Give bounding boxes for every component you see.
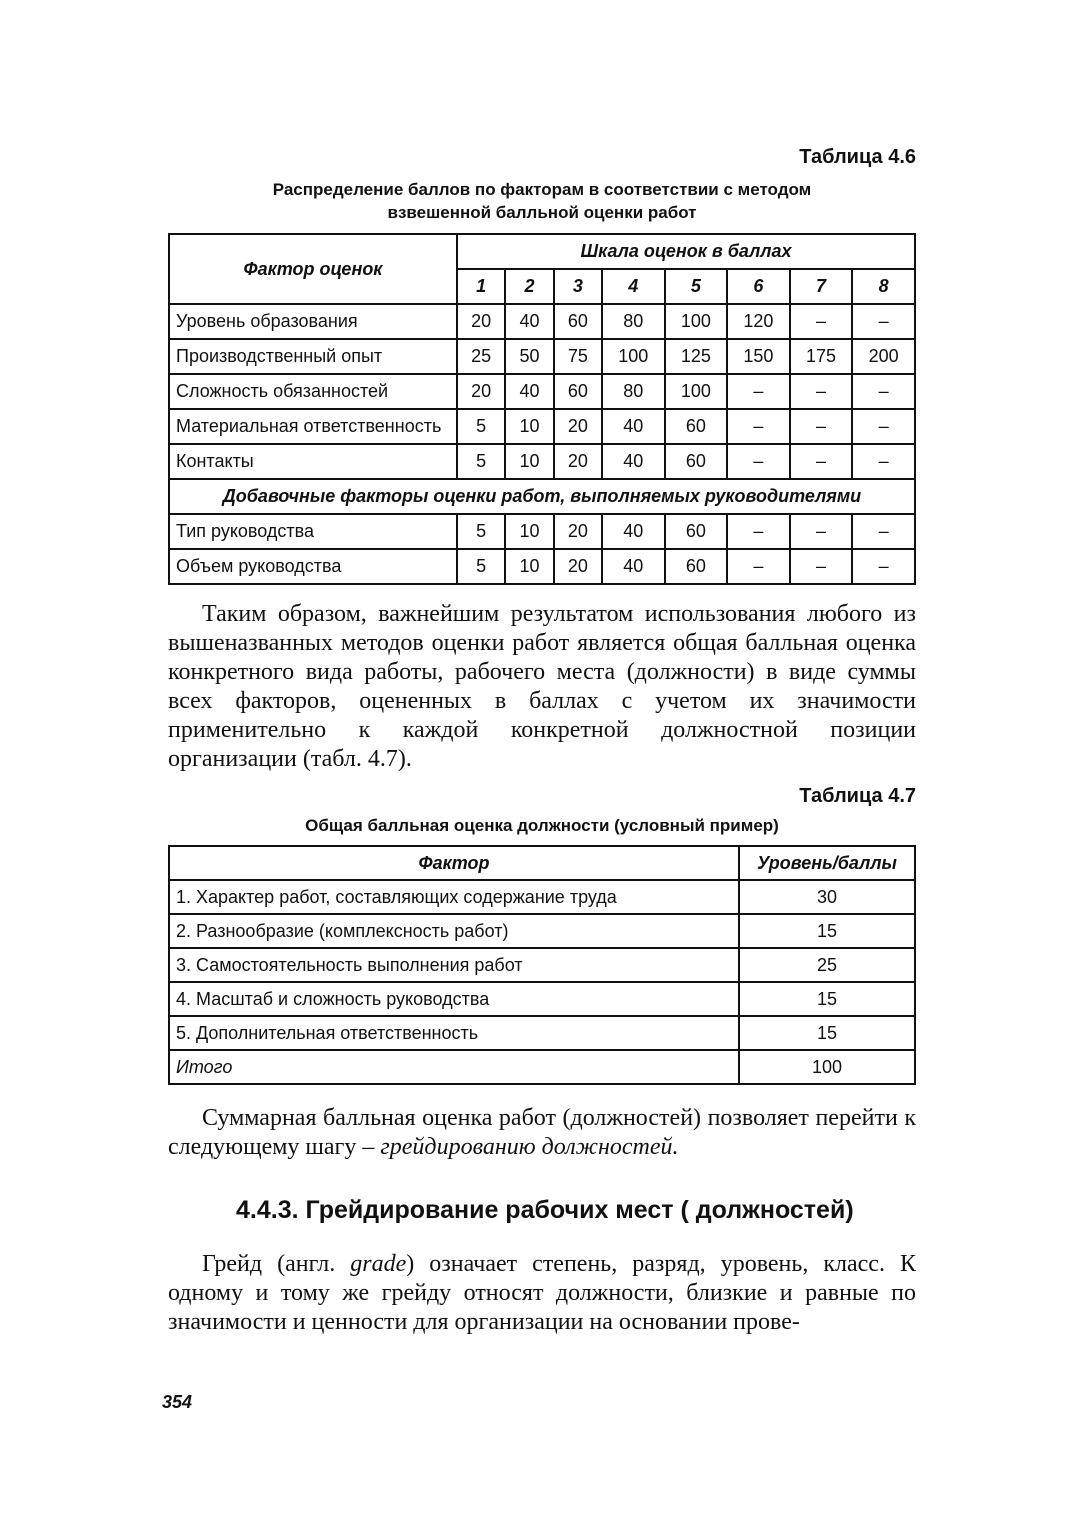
- value-cell: 10: [505, 409, 553, 444]
- value-cell: 175: [790, 339, 853, 374]
- value-cell: 20: [554, 444, 602, 479]
- factor-cell: Материальная ответственность: [169, 409, 457, 444]
- value-cell: 40: [602, 514, 665, 549]
- value-cell: 80: [602, 304, 665, 339]
- factor-cell: 1. Характер работ, составляющих содержание труда: [169, 880, 739, 914]
- factor-cell: 3. Самостоятельность выполнения работ: [169, 948, 739, 982]
- value-cell: 40: [602, 549, 665, 584]
- scale-column-header: 1: [457, 269, 505, 304]
- value-cell: –: [852, 374, 915, 409]
- factor-cell: Тип руководства: [169, 514, 457, 549]
- table-row: [169, 374, 915, 409]
- value-cell: 60: [554, 374, 602, 409]
- value-cell: 100: [665, 374, 728, 409]
- factor-cell: Уровень образования: [169, 304, 457, 339]
- value-cell: 10: [505, 549, 553, 584]
- table-4-7-title: Общая балльная оценка должности (условный пример): [305, 816, 779, 835]
- total-row: [169, 1050, 915, 1084]
- value-cell: 15: [739, 914, 915, 948]
- paragraph-2: [168, 1104, 916, 1162]
- value-cell: 120: [727, 304, 790, 339]
- value-cell: 25: [739, 948, 915, 982]
- value-cell: 15: [739, 1016, 915, 1050]
- factor-cell: 5. Дополнительная ответственность: [169, 1016, 739, 1050]
- table-row: [169, 514, 915, 549]
- table-4-6-body: [169, 304, 915, 584]
- value-cell: 125: [665, 339, 728, 374]
- page-number: 354: [162, 1392, 193, 1412]
- value-cell: 15: [739, 982, 915, 1016]
- value-cell: –: [852, 549, 915, 584]
- value-cell: –: [790, 409, 853, 444]
- value-cell: –: [852, 409, 915, 444]
- table-row: [169, 339, 915, 374]
- value-cell: 100: [602, 339, 665, 374]
- value-cell: 40: [602, 409, 665, 444]
- table-4-6-number: Таблица 4.6: [799, 146, 916, 168]
- value-cell: 50: [505, 339, 553, 374]
- value-cell: 25: [457, 339, 505, 374]
- table-row: [169, 1016, 915, 1050]
- scale-column-header: 4: [602, 269, 665, 304]
- paragraph-1: Таким образом, важнейшим результатом использования любого из вышеназванных методов оценки работ является общая балльная оценка конкретного вида работы, рабочего места (должности) в виде суммы всех факторов, оцененных в баллах с учетом их значимости применительно к каждой конкретной должностной позиции организации (табл. 4.7).: [168, 601, 916, 772]
- scale-column-header: 5: [665, 269, 728, 304]
- value-cell: 5: [457, 514, 505, 549]
- total-label: Итого: [169, 1050, 739, 1084]
- paragraph-3: [168, 1250, 916, 1337]
- value-cell: 75: [554, 339, 602, 374]
- paragraph-3-term: grade: [350, 1251, 407, 1277]
- table-4-7-body: [169, 880, 915, 1050]
- table-row: [169, 444, 915, 479]
- paragraph-2-text: Суммарная балльная оценка работ (должностей) позволяет перейти к следующему шагу –: [168, 1105, 916, 1160]
- table-4-6-title: [168, 178, 916, 224]
- value-cell: 60: [665, 409, 728, 444]
- value-cell: 30: [739, 880, 915, 914]
- value-cell: 60: [554, 304, 602, 339]
- section-heading: 4.4.3. Грейдирование рабочих мест ( должностей): [236, 1196, 854, 1224]
- value-cell: 60: [665, 549, 728, 584]
- value-cell: 200: [852, 339, 915, 374]
- value-cell: 100: [665, 304, 728, 339]
- value-cell: –: [727, 549, 790, 584]
- value-cell: 20: [554, 409, 602, 444]
- value-cell: –: [727, 444, 790, 479]
- scale-column-header: 2: [505, 269, 553, 304]
- factor-cell: Контакты: [169, 444, 457, 479]
- value-cell: 20: [457, 374, 505, 409]
- value-cell: 10: [505, 444, 553, 479]
- value-cell: –: [727, 409, 790, 444]
- table-4-7: [168, 845, 916, 1085]
- value-cell: –: [790, 304, 853, 339]
- value-cell: 5: [457, 409, 505, 444]
- total-value: 100: [739, 1050, 915, 1084]
- header-factor: Фактор: [169, 846, 739, 880]
- value-cell: 40: [505, 374, 553, 409]
- value-cell: –: [852, 514, 915, 549]
- factor-cell: Объем руководства: [169, 549, 457, 584]
- extra-factors-header: Добавочные факторы оценки работ, выполняемых руководителями: [169, 479, 915, 514]
- value-cell: –: [790, 549, 853, 584]
- factor-cell: 2. Разнообразие (комплексность работ): [169, 914, 739, 948]
- value-cell: 5: [457, 444, 505, 479]
- table-4-6: [168, 233, 916, 585]
- value-cell: 5: [457, 549, 505, 584]
- value-cell: 150: [727, 339, 790, 374]
- value-cell: –: [852, 304, 915, 339]
- value-cell: 40: [505, 304, 553, 339]
- value-cell: –: [790, 374, 853, 409]
- value-cell: 10: [505, 514, 553, 549]
- value-cell: –: [790, 514, 853, 549]
- table-row: [169, 982, 915, 1016]
- value-cell: 80: [602, 374, 665, 409]
- table-row: [169, 304, 915, 339]
- value-cell: –: [852, 444, 915, 479]
- table-4-6-title-line2: взвешенной балльной оценки работ: [387, 203, 697, 222]
- table-row: [169, 409, 915, 444]
- factor-cell: Сложность обязанностей: [169, 374, 457, 409]
- scale-column-header: 6: [727, 269, 790, 304]
- table-row: [169, 948, 915, 982]
- value-cell: 60: [665, 444, 728, 479]
- value-cell: –: [790, 444, 853, 479]
- paragraph-3-part1: Грейд (англ.: [202, 1251, 351, 1277]
- scale-column-header: 7: [790, 269, 853, 304]
- paragraph-2-emphasis: грейдированию должностей.: [380, 1134, 679, 1160]
- header-level: Уровень/баллы: [739, 846, 915, 880]
- scale-column-header: 3: [554, 269, 602, 304]
- value-cell: 20: [554, 549, 602, 584]
- table-4-6-title-line1: Распределение баллов по факторам в соответствии с методом: [272, 180, 812, 199]
- table-4-7-number: Таблица 4.7: [799, 785, 916, 807]
- value-cell: 20: [457, 304, 505, 339]
- header-scale: Шкала оценок в баллах: [457, 234, 915, 269]
- table-row: [169, 880, 915, 914]
- header-factor: Фактор оценок: [169, 234, 457, 304]
- value-cell: 40: [602, 444, 665, 479]
- extra-factors-header-row: [169, 479, 915, 514]
- value-cell: –: [727, 514, 790, 549]
- value-cell: –: [727, 374, 790, 409]
- factor-cell: Производственный опыт: [169, 339, 457, 374]
- scale-column-header: 8: [852, 269, 915, 304]
- table-row: [169, 549, 915, 584]
- paragraph-3-part2: ) означает степень, разряд, уровень, класс. К одному и тому же грейду относят должности, близкие и равные по значимости и ценности для организации на основании прове-: [168, 1251, 916, 1335]
- value-cell: 20: [554, 514, 602, 549]
- value-cell: 60: [665, 514, 728, 549]
- table-row: [169, 914, 915, 948]
- factor-cell: 4. Масштаб и сложность руководства: [169, 982, 739, 1016]
